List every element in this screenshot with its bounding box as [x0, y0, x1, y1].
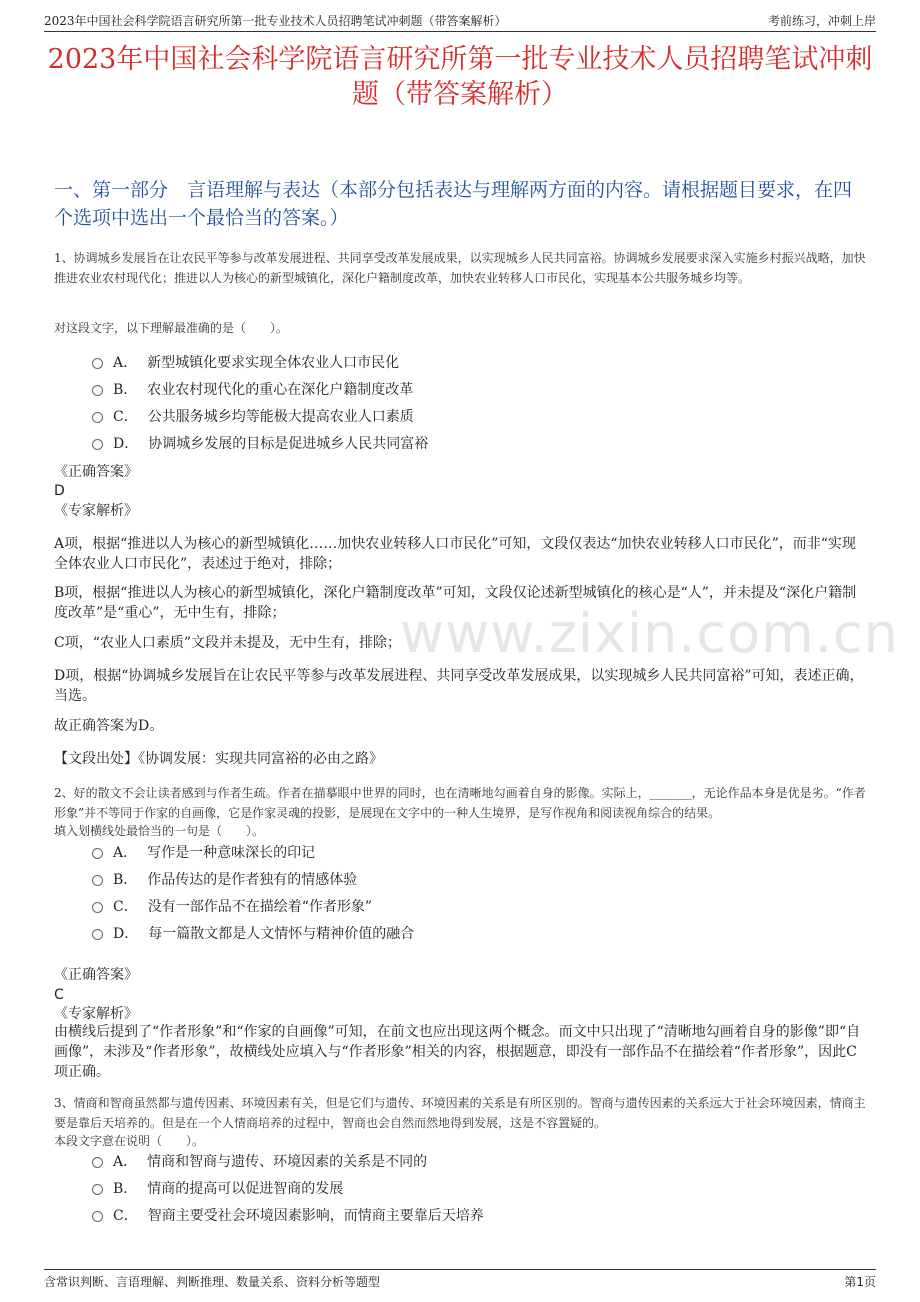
- footer-note: 含常识判断、言语理解、判断推理、数量关系、资料分析等题型: [44, 1275, 381, 1289]
- radio-icon[interactable]: [92, 358, 103, 369]
- analysis-paragraph: C项，“农业人口素质”文段并未提及，无中生有，排除；: [54, 635, 402, 651]
- radio-icon[interactable]: [92, 848, 103, 859]
- answer-label: 《正确答案》: [54, 464, 138, 480]
- radio-icon[interactable]: [92, 902, 103, 913]
- analysis-label: 《专家解析》: [54, 503, 138, 519]
- page-number: 第1页: [844, 1275, 876, 1289]
- analysis-paragraph: A项，根据“推进以人为核心的新型城镇化……加快农业转移人口市民化”可知，文段仅表达“加快农业转移人口市民化”，而非“实现全体农业人口市民化”，表述过于绝对，排除；: [54, 536, 856, 572]
- question-2-option-b[interactable]: B． 作品传达的是作者独有的情感体验: [92, 869, 357, 891]
- radio-icon[interactable]: [92, 385, 103, 396]
- radio-icon[interactable]: [92, 439, 103, 450]
- footer-divider: [44, 1269, 876, 1270]
- question-1-option-a[interactable]: A． 新型城镇化要求实现全体农业人口市民化: [92, 352, 399, 374]
- question-1-option-b[interactable]: B． 农业农村现代化的重心在深化户籍制度改革: [92, 379, 413, 401]
- analysis-paragraph: D项，根据“协调城乡发展旨在让农民平等参与改革发展进程、共同享受改革发展成果，以实现城乡人民共同富裕”可知，表述正确，当选。: [54, 668, 864, 704]
- question-2-option-c[interactable]: C． 没有一部作品不在描绘着“作者形象”: [92, 896, 372, 918]
- source-citation: 【文段出处】《协调发展：实现共同富裕的必由之路》: [54, 751, 383, 767]
- section-heading: 一、第一部分 言语理解与表达（本部分包括表达与理解两方面的内容。请根据题目要求，在四个选项中选出一个最恰当的答案。）: [54, 179, 853, 229]
- radio-icon[interactable]: [92, 412, 103, 423]
- header-slogan: 考前练习，冲刺上岸: [767, 14, 876, 28]
- question-3-option-a[interactable]: A． 情商和智商与遗传、环境因素的关系是不同的: [92, 1151, 427, 1173]
- answer-label: 《正确答案》: [54, 967, 138, 983]
- answer-value: D: [54, 483, 65, 499]
- answer-value: C: [54, 987, 64, 1003]
- header-divider: [44, 31, 876, 32]
- question-1-option-d[interactable]: D． 协调城乡发展的目标是促进城乡人民共同富裕: [92, 433, 428, 455]
- radio-icon[interactable]: [92, 1211, 103, 1222]
- analysis-paragraph: B项，根据“推进以人为核心的新型城镇化，深化户籍制度改革”可知，文段仅论述新型城镇化的核心是“人”，并未提及“深化户籍制度改革”是“重心”，无中生有，排除；: [54, 585, 857, 621]
- analysis-label: 《专家解析》: [54, 1006, 138, 1022]
- radio-icon[interactable]: [92, 1184, 103, 1195]
- radio-icon[interactable]: [92, 929, 103, 940]
- radio-icon[interactable]: [92, 1157, 103, 1168]
- question-3-option-c[interactable]: C． 智商主要受社会环境因素影响，而情商主要靠后天培养: [92, 1205, 484, 1227]
- question-2-stem: 2、好的散文不会让读者感到与作者生疏。作者在描摹眼中世界的同时，也在清晰地勾画着自身的影像。实际上，_______，无论作品本身是优是劣。“作者形象”并不等同于作家的自画像，它是作家灵魂的投影，是展现在文字中的一种人生境界，是写作视角和阅读视角综合的结果。: [54, 786, 866, 820]
- question-1-stem: 1、协调城乡发展旨在让农民平等参与改革发展进程、共同享受改革发展成果，以实现城乡人民共同富裕。协调城乡发展要求深入实施乡村振兴战略，加快推进农业农村现代化；推进以人为核心的新型城镇化，深化户籍制度改革，加快农业转移人口市民化，实现基本公共服务城乡均等。: [54, 251, 866, 285]
- analysis-paragraph: 由横线后提到了“作者形象”和“作家的自画像”可知，在前文也应出现这两个概念。而文中只出现了“清晰地勾画着自身的影像”即“自画像”，未涉及“作者形象”，故横线处应填入与“作者形象”相关的内容，根据题意，即没有一部作品不在描绘着“作者形象”，因此C项正确。: [54, 1024, 861, 1080]
- page-title: 2023年中国社会科学院语言研究所第一批专业技术人员招聘笔试冲刺题（带答案解析）: [47, 44, 873, 110]
- question-3-ask: 本段文字意在说明（ ）。: [54, 1134, 205, 1148]
- header-doc-title: 2023年中国社会科学院语言研究所第一批专业技术人员招聘笔试冲刺题（带答案解析）: [44, 14, 507, 28]
- question-3-option-b[interactable]: B． 情商的提高可以促进智商的发展: [92, 1178, 343, 1200]
- watermark: www.zixin.com.cn: [400, 602, 899, 665]
- question-3-stem: 3、情商和智商虽然都与遗传因素、环境因素有关，但是它们与遗传、环境因素的关系是有所区别的。智商与遗传因素的关系远大于社会环境因素，情商主要是靠后天培养的。但是在一个人情商培养的过程中，智商也会自然而然地得到发展，这是不容置疑的。: [54, 1096, 866, 1130]
- analysis-conclusion: 故正确答案为D。: [54, 718, 164, 734]
- question-2-option-a[interactable]: A． 写作是一种意味深长的印记: [92, 842, 315, 864]
- question-1-ask: 对这段文字，以下理解最准确的是（ ）。: [54, 321, 289, 335]
- radio-icon[interactable]: [92, 875, 103, 886]
- question-2-option-d[interactable]: D． 每一篇散文都是人文情怀与精神价值的融合: [92, 923, 414, 945]
- question-2-ask: 填入划横线处最恰当的一句是（ ）。: [54, 824, 265, 838]
- question-1-option-c[interactable]: C． 公共服务城乡均等能极大提高农业人口素质: [92, 406, 414, 428]
